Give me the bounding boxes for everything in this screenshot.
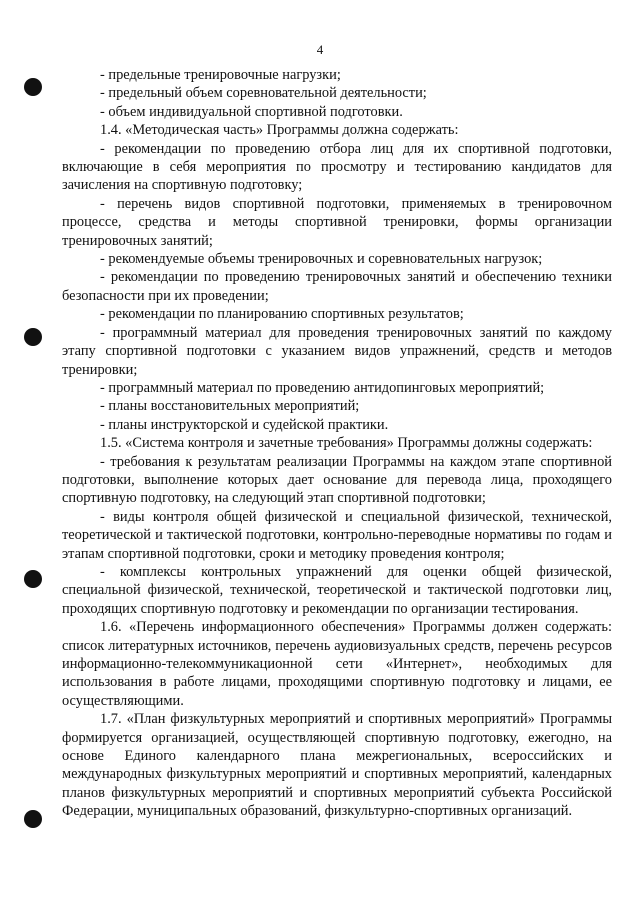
list-item: - предельные тренировочные нагрузки; [100,67,341,83]
list-item: - рекомендации по проведению тренировочных занятий и обеспечению техники безопасности при их проведении; [62,269,612,304]
punch-hole [24,810,42,828]
list-item: - программный материал для проведения тренировочных занятий по каждому этапу спортивной подготовки с указанием видов упражнений, средств и методов тренировки; [62,324,612,378]
page-number: 4 [316,42,324,57]
punch-hole [24,328,42,346]
section-heading-1-5: 1.5. «Система контроля и зачетные требования» Программы должны содержать: [100,435,593,452]
list-item: - объем индивидуальной спортивной подготовки. [100,103,403,120]
list-item: - предельный объем соревновательной деятельности; [100,85,427,102]
list-item: - виды контроля общей физической и специальной физической, технической, теоретической и тактической подготовки, контрольно-переводные нормативы по годам и этапам спортивной подготовки, сроки и методику проведения контроля; [62,508,612,562]
punch-hole [24,570,42,588]
list-item: - планы восстановительных мероприятий; [100,398,360,415]
list-item: - комплексы контрольных упражнений для оценки общей физической, специальной физической, технической, теоретической и тактической подготовки лиц, проходящих спортивную подготовку и рекомендации по организации тестирования. [62,563,612,617]
punch-hole [24,78,42,96]
list-item: - планы инструкторской и судейской практики. [100,416,389,433]
list-item: - перечень видов спортивной подготовки, применяемых в тренировочном процессе, средства и методы спортивной тренировки, формы организации тренировочных занятий; [62,195,612,249]
section-heading-1-4: 1.4. «Методическая часть» Программы должна содержать: [100,122,459,139]
section-paragraph-1-6: 1.6. «Перечень информационного обеспечения» Программы должен содержать: список литературных источников, перечень аудиовизуальных средств, перечень ресурсов информационно-телекоммуникационной сети «Интернет», необходимых для использования в работе лицами, проходящими спортивную подготовку и лицами, ее осуществляющими. [62,619,612,709]
list-item: - рекомендации по проведению отбора лиц для их спортивной подготовки, включающие в себя мероприятия по просмотру и тестированию кандидатов для зачисления на спортивную подготовку; [62,140,612,194]
list-item: - программный материал по проведению антидопинговых мероприятий; [100,379,545,396]
section-paragraph-1-7: 1.7. «План физкультурных мероприятий и спортивных мероприятий» Программы формируется организацией, осуществляющей спортивную подготовку, ежегодно, на основе Единого календарного плана межрегиональных, всероссийских и международных физкультурных мероприятий и спортивных мероприятий, календарных планов физкультурных мероприятий и спортивных мероприятий субъекта Российской Федерации, муниципальных образований, физкультурно-спортивных организаций. [62,711,612,820]
list-item: - рекомендации по планированию спортивных результатов; [100,306,464,323]
document-body [62,66,612,821]
list-item: - требования к результатам реализации Программы на каждом этапе спортивной подготовки, выполнение которых дает основание для перевода лица, проходящего спортивную подготовку, на следующий этап спортивной подготовки; [62,453,612,507]
list-item: - рекомендуемые объемы тренировочных и соревновательных нагрузок; [100,251,543,268]
